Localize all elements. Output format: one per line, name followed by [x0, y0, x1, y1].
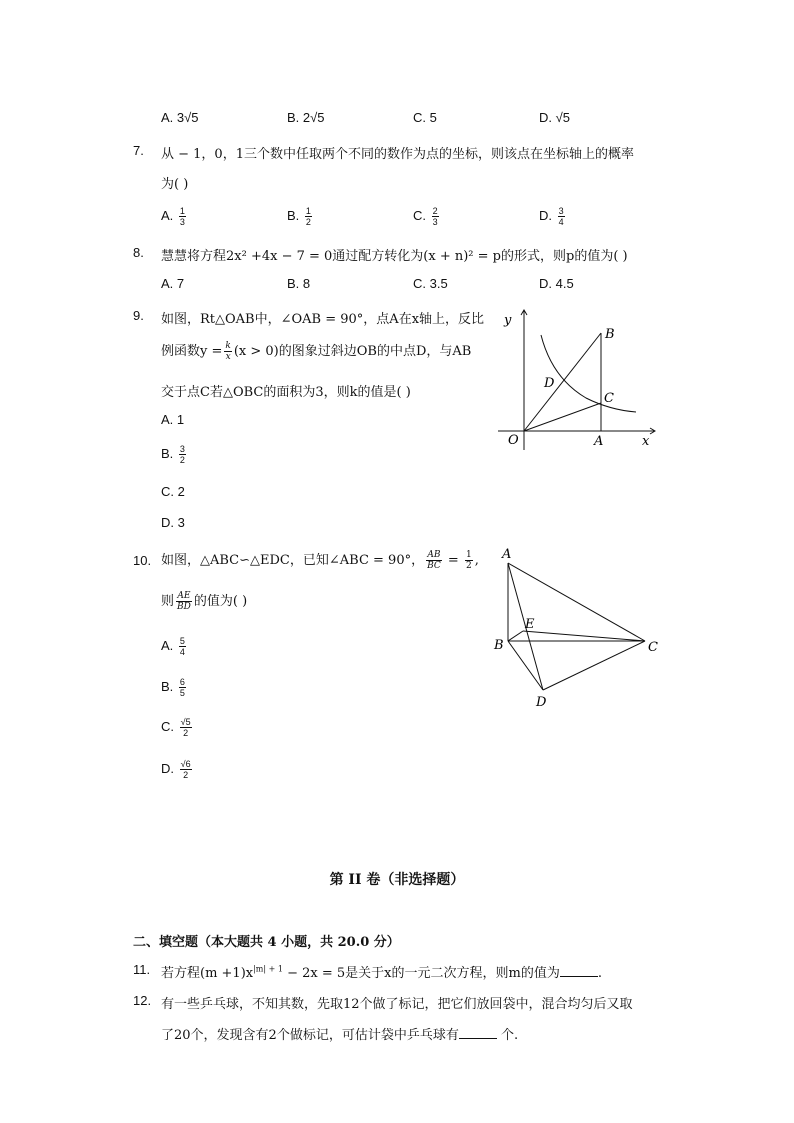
- q12-number: 12.: [133, 993, 152, 1008]
- q9-option-b: B. $\frac{3}{2}$: [161, 444, 185, 465]
- q8-option-b: B. 8: [287, 276, 311, 291]
- q7-option-a: A. $\frac{1}{3}$: [161, 206, 185, 227]
- q6-option-c: C. 5: [413, 110, 437, 125]
- label-c: C: [604, 391, 614, 406]
- q10-text-line2: 则 $\frac{AE}{BD}$ 的值为( ): [161, 591, 248, 612]
- q8-number: 8.: [133, 245, 144, 260]
- q9-option-d: D. 3: [161, 515, 185, 530]
- label-a: A: [502, 547, 512, 562]
- q12-answer-blank: [459, 1038, 497, 1039]
- q6-option-b: B. 2√5: [287, 110, 325, 125]
- label-a: A: [594, 434, 604, 449]
- q10-option-c: C. $\frac{√5}{2}$: [161, 717, 191, 738]
- q12-text-line2: 了20个，发现含有2个做标记，可估计袋中乒乓球有 个.: [161, 1028, 519, 1043]
- section2-title: 二、填空题（本大题共 4 小题，共 20.0 分）: [133, 935, 400, 950]
- q10-number: 10.: [133, 553, 152, 568]
- segment-bd: [508, 641, 543, 690]
- label-d: D: [536, 695, 547, 710]
- q9-option-c: C. 2: [161, 484, 185, 499]
- q6-option-d: D. √5: [539, 110, 570, 125]
- q7-text-line1: 从 − 1，0，1三个数中任取两个不同的数作为点的坐标，则该点在坐标轴上的概率: [161, 147, 634, 162]
- label-b: B: [494, 638, 504, 653]
- label-b: B: [605, 327, 615, 342]
- q10-option-b: B. $\frac{6}{5}$: [161, 677, 185, 698]
- q7-text-line2: 为( ): [161, 177, 189, 192]
- q10-option-d: D. $\frac{√6}{2}$: [161, 759, 191, 780]
- segment-ec: [523, 631, 645, 641]
- q11-answer-blank: [560, 976, 598, 977]
- q9-text-line3: 交于点C若△OBC的面积为3，则k的值是( ): [161, 385, 411, 400]
- hyperbola-curve: [541, 335, 636, 412]
- q9-text-line1: 如图，Rt△OAB中，∠OAB = 90°，点A在x轴上，反比: [161, 312, 485, 327]
- label-y: y: [504, 313, 512, 328]
- part2-title: 第 II 卷（非选择题）: [329, 872, 465, 888]
- label-x: x: [642, 434, 650, 449]
- q9-figure: [490, 300, 670, 460]
- q10-figure: [490, 545, 670, 715]
- label-c: C: [648, 640, 658, 655]
- q8-option-d: D. 4.5: [539, 276, 574, 291]
- segment-ob: [524, 333, 601, 431]
- q10-option-a: A. $\frac{5}{4}$: [161, 636, 185, 657]
- label-o: O: [508, 433, 519, 448]
- q7-option-d: D. $\frac{3}{4}$: [539, 206, 564, 227]
- segment-be: [508, 631, 523, 641]
- q11-number: 11.: [133, 962, 151, 977]
- q11-text: 若方程$(m +1)x^{|m| + 1} - 2x = 5$是关于x的一元二次方程，则m的值为 .: [161, 964, 602, 981]
- q9-option-a: A. 1: [161, 412, 185, 427]
- q10-text-line1: 如图，△ABC∽△EDC，已知∠ABC = 90°， $\frac{AB}{BC}$ = $\frac{1}{2}$ ,: [161, 550, 479, 571]
- q9-text-line2: 例函数y = $\frac{k}{x}$ (x > 0)的图象过斜边OB的中点D，与AB: [161, 341, 472, 362]
- q8-text: 慧慧将方程2x² +4x − 7 = 0通过配方转化为(x + n)² = p的形式，则p的值为( ): [161, 249, 628, 264]
- q7-option-b: B. $\frac{1}{2}$: [287, 206, 311, 227]
- segment-dc: [543, 641, 645, 690]
- q8-option-a: A. 7: [161, 276, 185, 291]
- q6-option-a: A. 3√5: [161, 110, 199, 125]
- q12-text-line1: 有一些乒乓球，不知其数，先取12个做了标记，把它们放回袋中，混合均匀后又取: [161, 997, 633, 1012]
- q7-option-c: C. $\frac{2}{3}$: [413, 206, 438, 227]
- label-e: E: [525, 617, 535, 632]
- q8-option-c: C. 3.5: [413, 276, 448, 291]
- q7-number: 7.: [133, 143, 144, 158]
- q9-number: 9.: [133, 308, 144, 323]
- label-d: D: [544, 376, 555, 391]
